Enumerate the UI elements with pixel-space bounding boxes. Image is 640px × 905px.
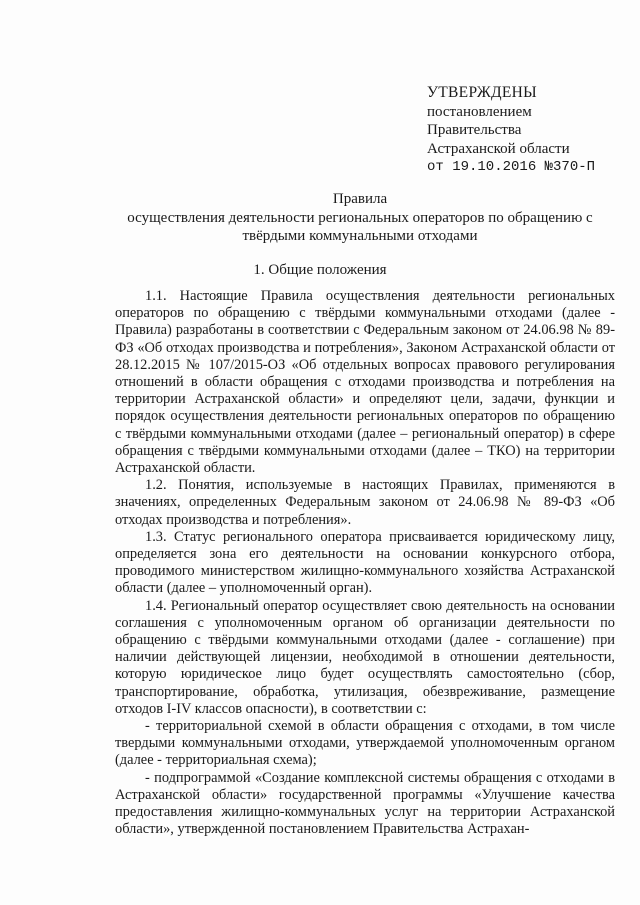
paragraph: 1.1. Настоящие Правила осуществления деятельности региональных операторов по обращению с твёрдыми коммунальными отходами (далее - Правила) разработаны в соответствии с Федеральным законом от 24.06.98 № 89-ФЗ «Об отходах производства и потребления», Законом Астраханской области от 28.12.2015 № 107/2015-ОЗ «Об отдельных вопросах правового регулирования отношений в области обращения с отходами производства и потребления на территории Астраханской области» и определяют цели, задачи, функции и порядок осуществления деятельности региональных операторов по обращению с твёрдыми коммунальными отходами (далее – региональный оператор) в сфере обращения с твёрдыми коммунальными отходами (далее – ТКО) на территории Астраханской области. [115,288,615,477]
approval-line: Правительства [427,122,522,138]
approval-line: Астраханской области [427,140,570,157]
paragraph: 1.3. Статус регионального оператора присваивается юридическому лицу, определяется зона его деятельности на основании конкурсного отбора, проводимого министерством жилищно-коммунального хозяйства Астраханской области (далее – уполномоченный орган). [115,528,615,597]
document-subtitle-line: осуществления деятельности региональных операторов по обращению с [127,210,593,226]
section-heading: 1. Общие положения [253,262,387,278]
approval-line: постановлением [427,103,532,120]
approval-date-number: от 19.10.2016 №370-П [427,159,596,175]
document-subtitle-line: твёрдыми коммунальными отходами [242,228,478,244]
list-item: - подпрограммой «Создание комплексной системы обращения с отходами в Астраханской области» государственной программы «Улучшение качества предоставления жилищно-коммунальных услуг на территории Астраханской области», утвержденной постановлением Правительства Астрахан- [115,769,615,838]
document-title: Правила [332,191,388,207]
paragraph: 1.2. Понятия, используемые в настоящих Правилах, применяются в значениях, определенных Федеральным законом от 24.06.98 № 89-ФЗ «Об отходах производства и потребления». [115,477,615,528]
approval-stamp [427,84,627,177]
document-body [115,288,615,839]
paragraph: 1.4. Региональный оператор осуществляет свою деятельность на основании соглашения с уполномоченным органом об организации деятельности по обращению с твёрдыми коммунальными отходами (далее - соглашение) при наличии действующей лицензии, необходимой в отношении деятельности, которую юридическое лицо будет осуществлять самостоятельно (сбор, транспортирование, обработка, утилизация, обезвреживание, размещение отходов I-IV классов опасности), в соответствии с: [115,597,615,717]
approval-heading: УТВЕРЖДЕНЫ [427,84,537,101]
list-item: - территориальной схемой в области обращения с отходами, в том числе твердыми коммунальными отходами, утверждаемой уполномоченным органом (далее - территориальная схема); [115,718,615,769]
